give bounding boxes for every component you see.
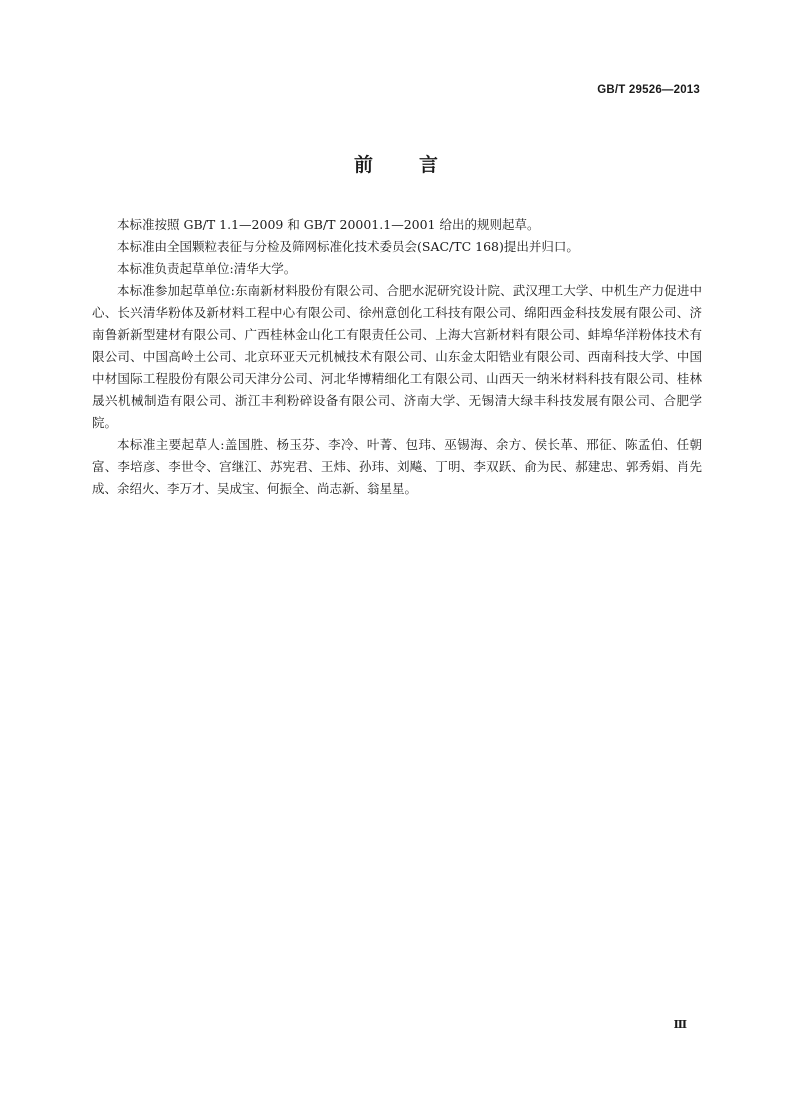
page-title: 前言 — [353, 154, 484, 176]
foreword-body — [92, 214, 702, 500]
paragraph-drafting-rules: 本标准按照 GB/T 1.1—2009 和 GB/T 20001.1—2001 给出的规则起草。 — [117, 217, 540, 232]
paragraph-lead-drafter: 本标准负责起草单位:清华大学。 — [117, 261, 297, 276]
paragraph-participating-units: 本标准参加起草单位:东南新材料股份有限公司、合肥水泥研究设计院、武汉理工大学、中机生产力促进中心、长兴清华粉体及新材料工程中心有限公司、徐州意创化工科技有限公司、绵阳西金科技发展有限公司、济南鲁新新型建材有限公司、广西桂林金山化工有限责任公司、上海大宫新材料有限公司、蚌埠华洋粉体技术有限公司、中国高岭土公司、北京环亚天元机械技术有限公司、山东金太阳锆业有限公司、西南科技大学、中国中材国际工程股份有限公司天津分公司、河北华博精细化工有限公司、山西天一纳米材料科技有限公司、桂林晟兴机械制造有限公司、浙江丰利粉碎设备有限公司、济南大学、无锡清大绿丰科技发展有限公司、合肥学院。 — [92, 283, 702, 430]
page-number: Ⅲ — [673, 1018, 686, 1031]
paragraph-main-drafters: 本标准主要起草人:盖国胜、杨玉芬、李冷、叶菁、包玮、巫锡海、余方、侯长革、邢征、陈孟伯、任朝富、李培彦、李世令、宫继江、苏宪君、王炜、孙玮、刘飚、丁明、李双跃、俞为民、郝建忠、郭秀娟、肖先成、余绍火、李万才、吴成宝、何振全、尚志新、翁星星。 — [92, 437, 702, 496]
paragraph-proposer: 本标准由全国颗粒表征与分检及筛网标准化技术委员会(SAC/TC 168)提出并归口。 — [117, 239, 579, 254]
standard-number: GB/T 29526—2013 — [597, 84, 700, 96]
